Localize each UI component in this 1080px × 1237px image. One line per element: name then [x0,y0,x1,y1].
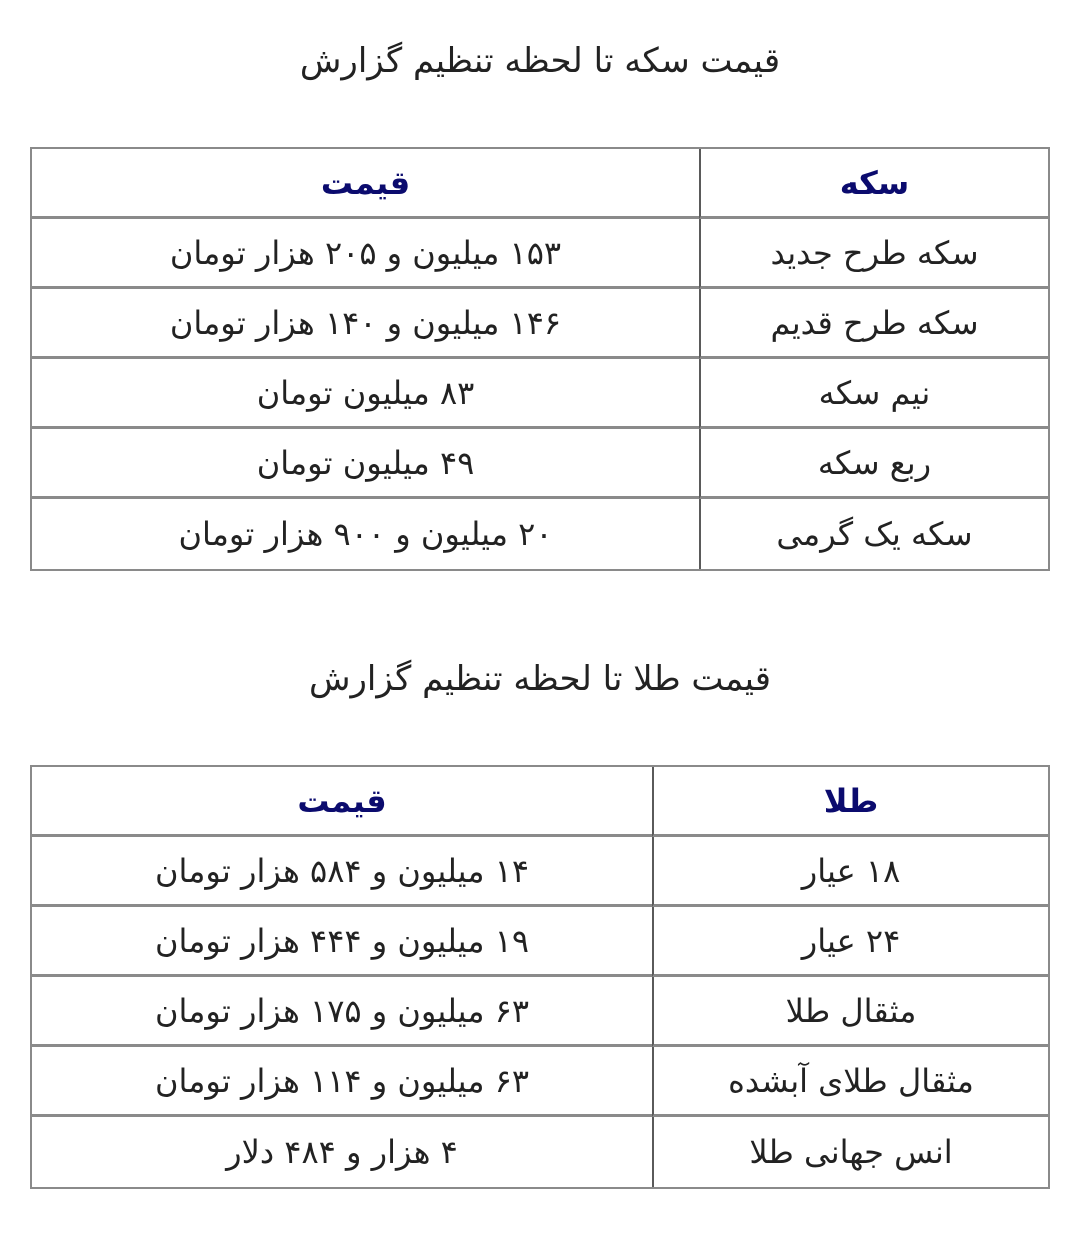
gold-name-cell: مثقال طلا [652,977,1048,1047]
gold-name-cell: ۱۸ عیار [652,837,1048,907]
coin-prices-table [30,147,1050,571]
coin-price-cell: ۸۳ میلیون تومان [32,359,699,429]
coin-name-cell: ربع سکه [699,429,1048,499]
gold-name-cell: مثقال طلای آبشده [652,1047,1048,1117]
column-header-price: قیمت [32,767,652,837]
gold-prices-table [30,765,1050,1189]
column-header-gold: طلا [652,767,1048,837]
coin-price-cell: ۴۹ میلیون تومان [32,429,699,499]
column-header-price: قیمت [32,149,699,219]
table-row [32,219,1048,289]
table-row [32,977,1048,1047]
table-header-row [32,767,1048,837]
coin-prices-caption: قیمت سکه تا لحظه تنظیم گزارش [299,41,781,81]
table-row [32,1047,1048,1117]
gold-prices-caption: قیمت طلا تا لحظه تنظیم گزارش [308,659,771,699]
coin-price-cell: ۱۵۳ میلیون و ۲۰۵ هزار تومان [32,219,699,289]
coin-name-cell: سکه طرح جدید [699,219,1048,289]
table-row [32,429,1048,499]
table-row [32,1117,1048,1187]
table-row [32,289,1048,359]
coin-price-cell: ۲۰ میلیون و ۹۰۰ هزار تومان [178,515,553,553]
table-header-row [32,149,1048,219]
coin-price-cell: ۱۴۶ میلیون و ۱۴۰ هزار تومان [32,289,699,359]
gold-name-cell: انس جهانی طلا [652,1117,1048,1187]
gold-price-cell: ۱۴ میلیون و ۵۸۴ هزار تومان [32,837,652,907]
gold-price-cell: ۱۹ میلیون و ۴۴۴ هزار تومان [32,907,652,977]
gold-price-cell: ۴ هزار و ۴۸۴ دلار [226,1133,458,1171]
table-row [32,907,1048,977]
column-header-coin: سکه [699,149,1048,219]
table-row [32,499,1048,569]
coin-name-cell: سکه طرح قدیم [699,289,1048,359]
gold-price-cell: ۶۳ میلیون و ۱۱۴ هزار تومان [32,1047,652,1117]
coin-name-cell: نیم سکه [699,359,1048,429]
gold-price-cell: ۶۳ میلیون و ۱۷۵ هزار تومان [32,977,652,1047]
coin-name-cell: سکه یک گرمی [699,499,1048,569]
table-row [32,359,1048,429]
gold-name-cell: ۲۴ عیار [652,907,1048,977]
table-row [32,837,1048,907]
